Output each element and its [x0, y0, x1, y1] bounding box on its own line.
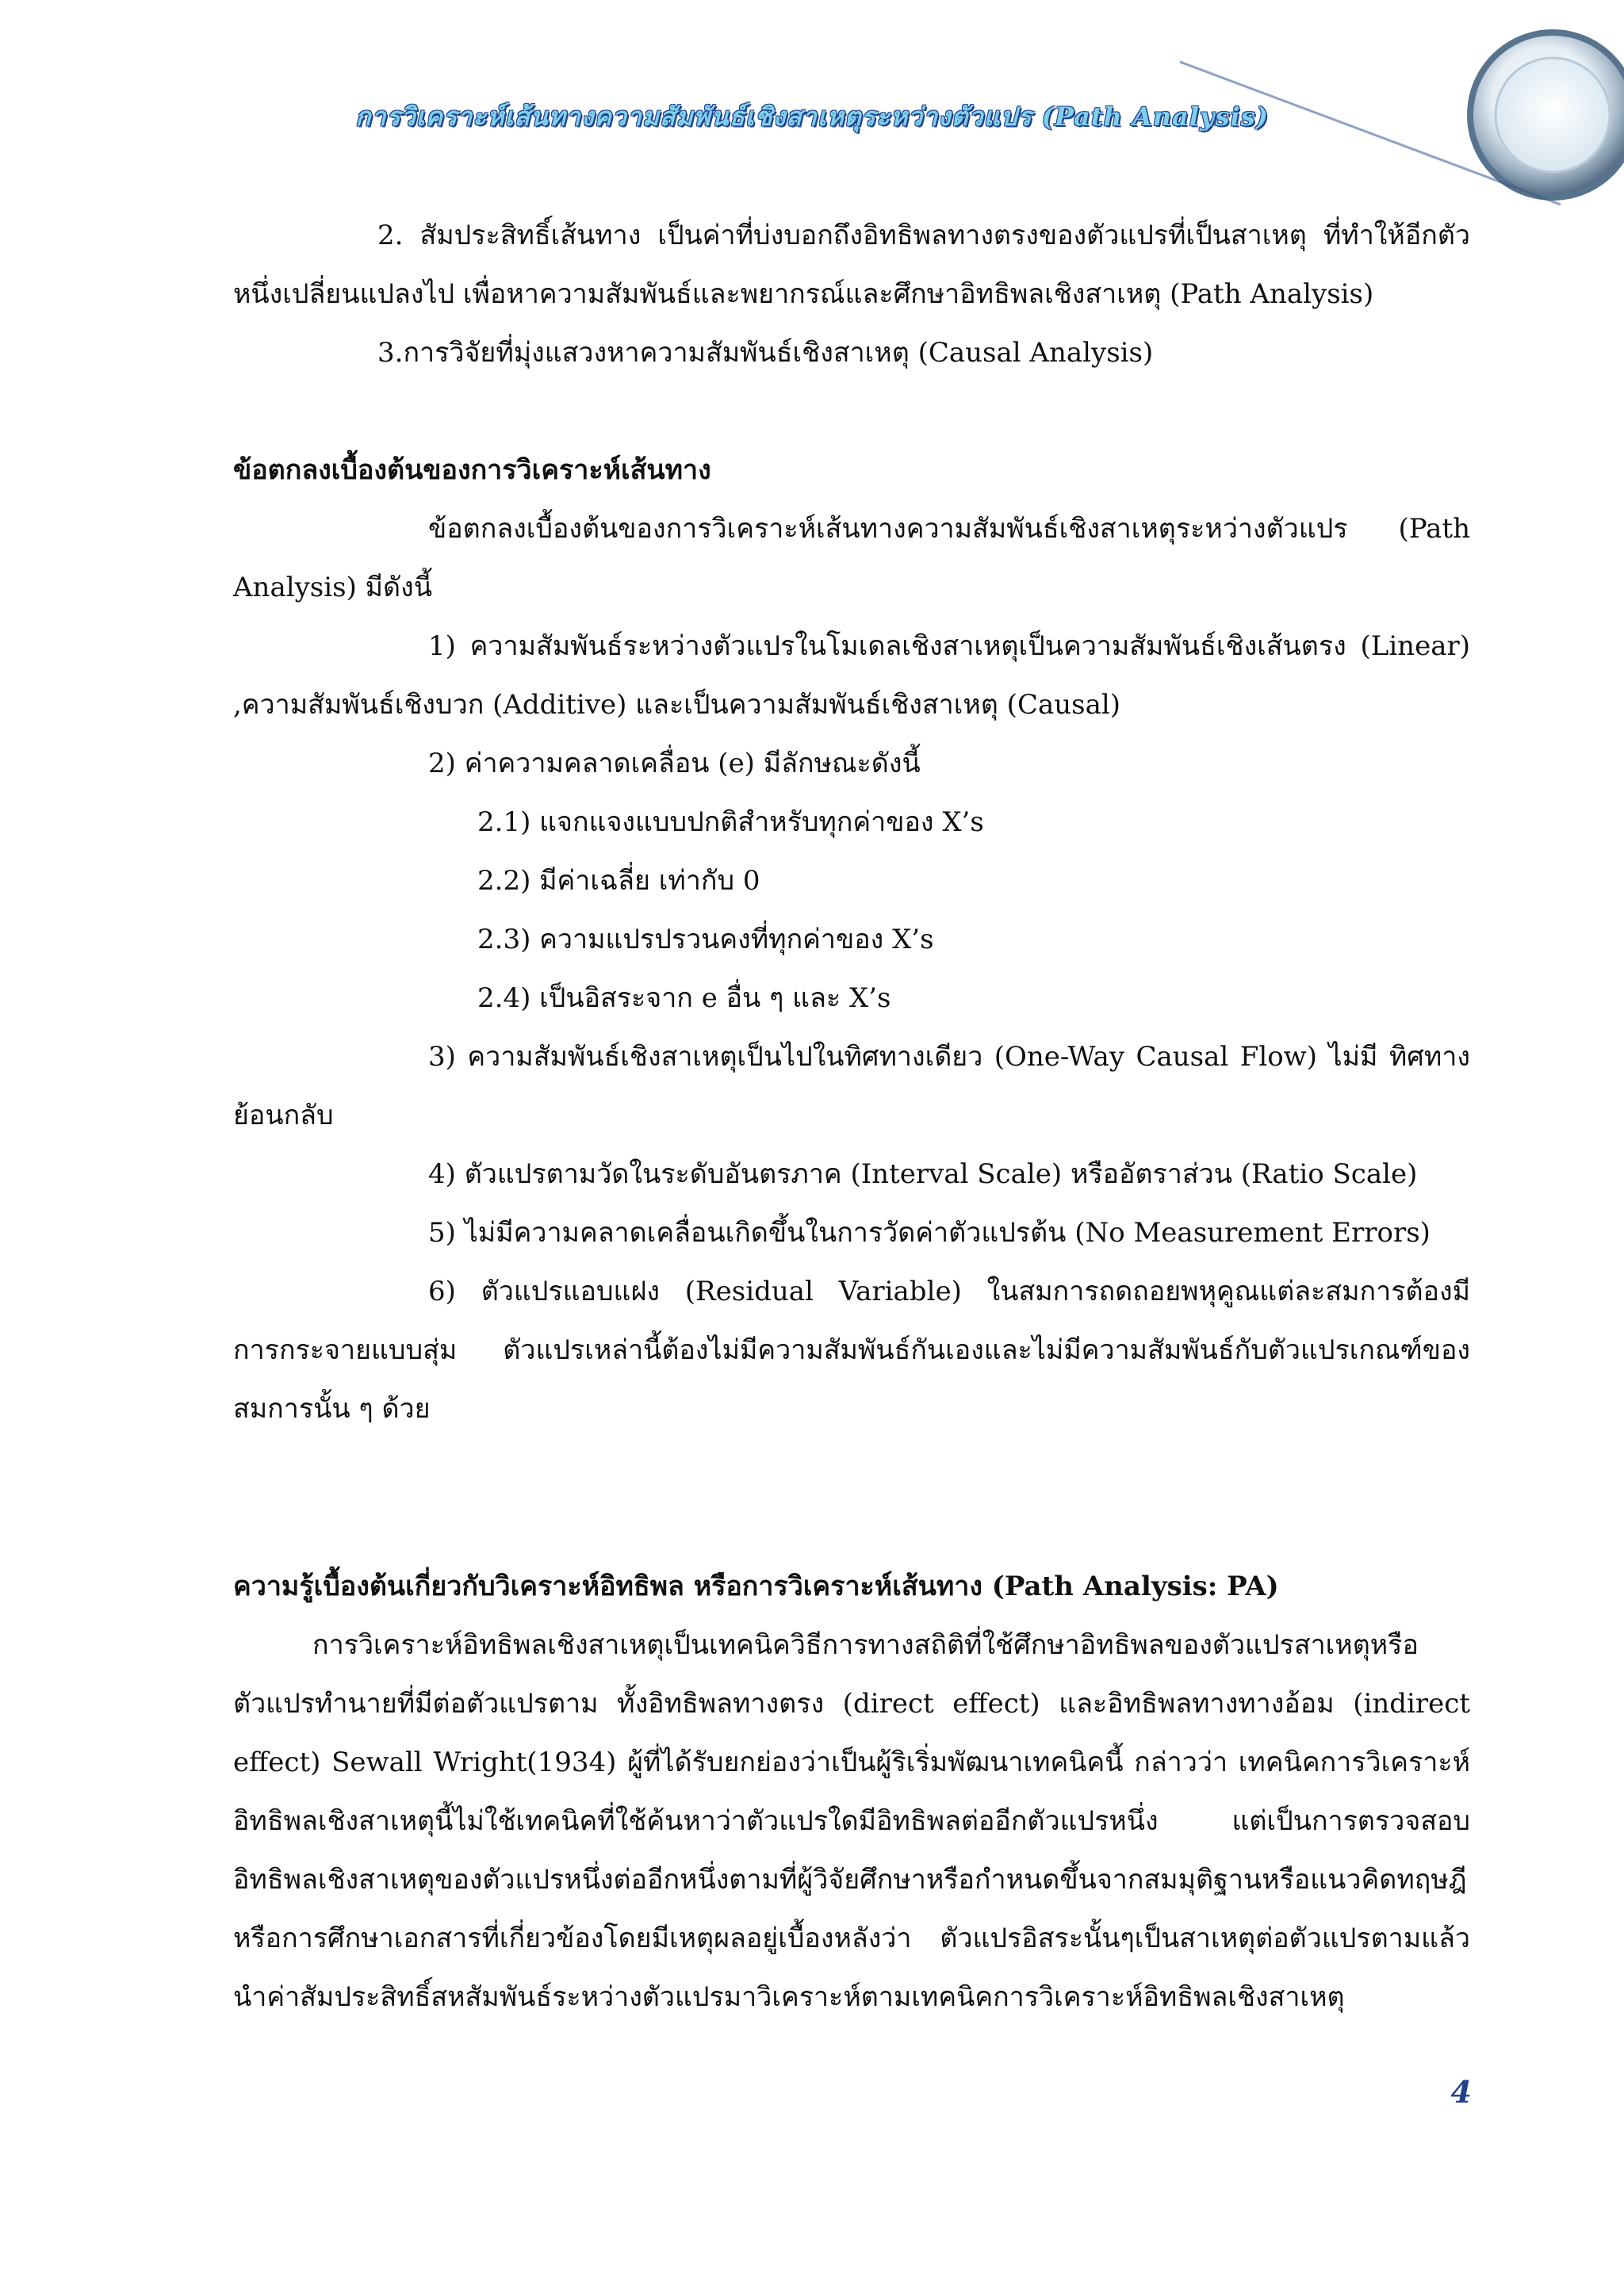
section-heading-path-analysis: ความรู้เบื้องต้นเกี่ยวกับวิเคราะห์อิทธิพล หรือการวิเคราะห์เส้นทาง (Path Analysis: PA): [233, 1571, 1279, 1602]
assumption-5: 5) ไม่มีความคลาดเคลื่อนเกิดขึ้นในการวัดค่าตัวแปรต้น (No Measurement Errors): [428, 1217, 1431, 1249]
assumption-2-4: 2.4) เป็นอิสระจาก e อื่น ๆ และ X’s: [477, 982, 891, 1014]
assumption-1: 1) ความสัมพันธ์ระหว่างตัวแปรในโมเดลเชิงสาเหตุเป็นความสัมพันธ์เชิงเส้นตรง (Linear) ,ความสัมพันธ์เชิงบวก (Additive) และเป็นความสัมพันธ์เชิงสาเหตุ (Causal): [233, 630, 1470, 721]
path-analysis-paragraph: การวิเคราะห์อิทธิพลเชิงสาเหตุเป็นเทคนิควิธีการทางสถิติที่ใช้ศึกษาอิทธิพลของตัวแปรสาเหตุหรือตัวแปรทำนายที่มีต่อตัวแปรตาม ทั้งอิทธิพลทางตรง (direct effect) และอิทธิพลทางทางอ้อม (indirect effect) Sewall Wright(1934) ผู้ที่ได้รับยกย่องว่าเป็นผู้ริเริ่มพัฒนาเทคนิคนี้ กล่าวว่า เทคนิคการวิเคราะห์อิทธิพลเชิงสาเหตุนี้ไม่ใช้เทคนิคที่ใช้ค้นหาว่าตัวแปรใดมีอิทธิพลต่ออีกตัวแปรหนึ่ง แต่เป็นการตรวจสอบอิทธิพลเชิงสาเหตุของตัวแปรหนึ่งต่ออีกหนึ่งตามที่ผู้วิจัยศึกษาหรือกำหนดขึ้นจากสมมุติฐานหรือแนวคิดทฤษฎีหรือการศึกษาเอกสารที่เกี่ยวข้องโดยมีเหตุผลอยู่เบื้องหลังว่า ตัวแปรอิสระนั้นๆเป็นสาเหตุต่อตัวแปรตามแล้วนำค่าสัมประสิทธิ์สหสัมพันธ์ระหว่างตัวแปรมาวิเคราะห์ตามเทคนิคการวิเคราะห์อิทธิพลเชิงสาเหตุ: [233, 1629, 1470, 2013]
assumption-6: 6) ตัวแปรแอบแฝง (Residual Variable) ในสมการถดถอยพหุคูณแต่ละสมการต้องมี การกระจายแบบสุ่ม ตัวแปรเหล่านี้ต้องไม่มีความสัมพันธ์กันเองและไม่มีความสัมพันธ์กับตัวแปรเกณฑ์ของสมการนั้น ๆ ด้วย: [233, 1276, 1470, 1425]
page-header-title: การวิเคราะห์เส้นทางความสัมพันธ์เชิงสาเหตุระหว่างตัวแปร (Path Analysis): [355, 101, 1269, 132]
assumption-2-1: 2.1) แจกแจงแบบปกติสำหรับทุกค่าของ X’s: [477, 806, 984, 838]
list-item-3: 3.การวิจัยที่มุ่งแสวงหาความสัมพันธ์เชิงสาเหตุ (Causal Analysis): [377, 337, 1154, 369]
assumption-2-2: 2.2) มีค่าเฉลี่ย เท่ากับ 0: [477, 865, 760, 897]
assumption-2-3: 2.3) ความแปรปรวนคงที่ทุกค่าของ X’s: [477, 924, 934, 955]
assumption-3: 3) ความสัมพันธ์เชิงสาเหตุเป็นไปในทิศทางเดียว (One-Way Causal Flow) ไม่มี ทิศทางย้อนกลับ: [233, 1041, 1470, 1131]
list-item-2: 2. สัมประสิทธิ์เส้นทาง เป็นค่าที่บ่งบอกถึงอิทธิพลทางตรงของตัวแปรที่เป็นสาเหตุ ที่ทำให้อีกตัวหนึ่งเปลี่ยนแปลงไป เพื่อหาความสัมพันธ์และพยากรณ์และศึกษาอิทธิพลเชิงสาเหตุ (Path Analysis): [233, 220, 1470, 310]
spacer: [233, 1438, 1470, 1557]
page-number: 4: [1450, 2074, 1472, 2110]
assumption-2: 2) ค่าความคลาดเคลื่อน (e) มีลักษณะดังนี้: [428, 748, 921, 779]
section-heading-assumptions: ข้อตกลงเบื้องต้นของการวิเคราะห์เส้นทาง: [233, 454, 711, 486]
assumptions-intro: ข้อตกลงเบื้องต้นของการวิเคราะห์เส้นทางความสัมพันธ์เชิงสาเหตุระหว่างตัวแปร (Path Analysis) มีดังนี้: [233, 513, 1470, 603]
document-body: [233, 206, 1470, 2026]
assumption-4: 4) ตัวแปรตามวัดในระดับอันตรภาค (Interval Scale) หรืออัตราส่วน (Ratio Scale): [428, 1158, 1418, 1190]
spacer: [233, 382, 1470, 441]
